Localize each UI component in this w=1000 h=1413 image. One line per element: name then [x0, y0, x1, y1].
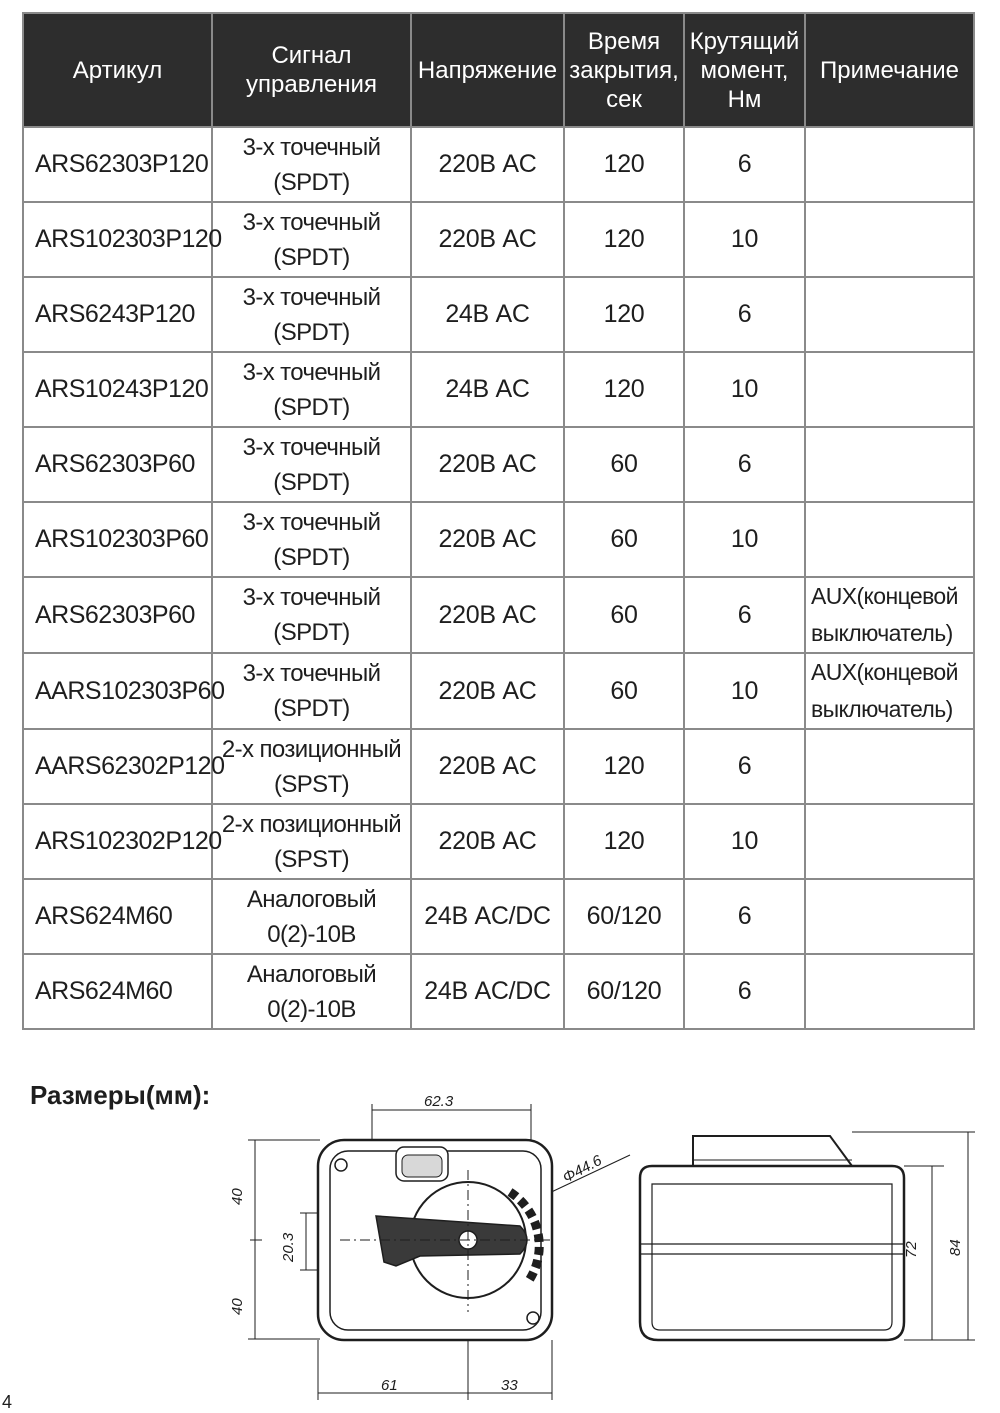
cell-signal: 3-х точечный (SPDT) [212, 502, 411, 577]
cell-voltage: 220В AC [411, 427, 564, 502]
page-number: 4 [2, 1392, 13, 1412]
cell-article: ARS102303P120 [23, 202, 212, 277]
cell-torque: 10 [684, 202, 805, 277]
header-note: Примечание [805, 13, 974, 127]
cell-article: ARS62303P60 [23, 577, 212, 653]
cell-article: AARS62302P120 [23, 729, 212, 804]
cell-signal: 3-х точечный (SPDT) [212, 577, 411, 653]
header-closing-time: Время закрытия, сек [564, 13, 684, 127]
cell-voltage: 220В AC [411, 729, 564, 804]
cell-time: 60 [564, 577, 684, 653]
cell-article: ARS10243P120 [23, 352, 212, 427]
dim-label-height-bottom: 40 [229, 1298, 246, 1315]
cell-signal: 3-х точечный (SPDT) [212, 202, 411, 277]
cell-time: 60 [564, 502, 684, 577]
cell-signal: 3-х точечный (SPDT) [212, 277, 411, 352]
cell-signal: 3-х точечный (SPDT) [212, 127, 411, 202]
dim-label-bottom-right: 33 [501, 1377, 518, 1394]
dim-label-width-top: 62.3 [424, 1093, 454, 1110]
actuator-front-view [318, 1140, 552, 1340]
cell-time: 120 [564, 202, 684, 277]
cell-time: 60 [564, 427, 684, 502]
cell-torque: 6 [684, 427, 805, 502]
cell-signal: Аналоговый 0(2)-10В [212, 954, 411, 1029]
cell-article: ARS102303P60 [23, 502, 212, 577]
cell-voltage: 24В AC [411, 277, 564, 352]
cell-torque: 6 [684, 954, 805, 1029]
cell-voltage: 24В AC/DC [411, 954, 564, 1029]
cell-signal: 2-х позиционный (SPST) [212, 804, 411, 879]
dim-label-side-total: 84 [947, 1239, 964, 1256]
cell-voltage: 220В AC [411, 127, 564, 202]
dimensions-title: Размеры(мм): [30, 1080, 211, 1110]
dim-label-side-inner: 72 [903, 1241, 920, 1258]
cell-voltage: 220В AC [411, 502, 564, 577]
cell-voltage: 24В AC/DC [411, 879, 564, 954]
cell-time: 120 [564, 729, 684, 804]
cell-signal: 2-х позиционный (SPST) [212, 729, 411, 804]
cell-time: 120 [564, 804, 684, 879]
cell-time: 60/120 [564, 954, 684, 1029]
dim-label-handle-offset: 20.3 [280, 1232, 297, 1262]
cell-torque: 6 [684, 879, 805, 954]
cell-signal: 3-х точечный (SPDT) [212, 653, 411, 729]
cell-torque: 6 [684, 277, 805, 352]
cell-article: ARS102302P120 [23, 804, 212, 879]
cell-time: 120 [564, 277, 684, 352]
dim-label-bottom-left: 61 [381, 1377, 398, 1394]
dim-label-height-top: 40 [229, 1188, 246, 1205]
cell-time: 120 [564, 352, 684, 427]
header-control-signal: Сигнал управления [212, 13, 411, 127]
cell-torque: 6 [684, 729, 805, 804]
cell-torque: 10 [684, 804, 805, 879]
cell-note: AUX(концевой выключатель) [805, 577, 974, 653]
cell-voltage: 220В AC [411, 804, 564, 879]
cell-note: AUX(концевой выключатель) [805, 653, 974, 729]
cell-voltage: 24В AC [411, 352, 564, 427]
cell-time: 60/120 [564, 879, 684, 954]
cell-signal: Аналоговый 0(2)-10В [212, 879, 411, 954]
cell-torque: 6 [684, 127, 805, 202]
cell-article: ARS6243P120 [23, 277, 212, 352]
cell-torque: 10 [684, 352, 805, 427]
cell-time: 120 [564, 127, 684, 202]
cell-torque: 10 [684, 502, 805, 577]
cell-voltage: 220В AC [411, 577, 564, 653]
cell-torque: 10 [684, 653, 805, 729]
cell-signal: 3-х точечный (SPDT) [212, 427, 411, 502]
header-voltage: Напряжение [411, 13, 564, 127]
cell-article: ARS62303P120 [23, 127, 212, 202]
cell-article: ARS62303P60 [23, 427, 212, 502]
cell-time: 60 [564, 653, 684, 729]
header-article: Артикул [23, 13, 212, 127]
actuator-side-view [640, 1136, 904, 1340]
dim-label-diameter: Φ44.6 [559, 1151, 605, 1187]
cell-torque: 6 [684, 577, 805, 653]
cell-article: ARS624M60 [23, 954, 212, 1029]
cell-voltage: 220В AC [411, 653, 564, 729]
cell-article: ARS624M60 [23, 879, 212, 954]
cell-signal: 3-х точечный (SPDT) [212, 352, 411, 427]
header-torque: Крутящий момент, Нм [684, 13, 805, 127]
cell-article: AARS102303P60 [23, 653, 212, 729]
cell-voltage: 220В AC [411, 202, 564, 277]
